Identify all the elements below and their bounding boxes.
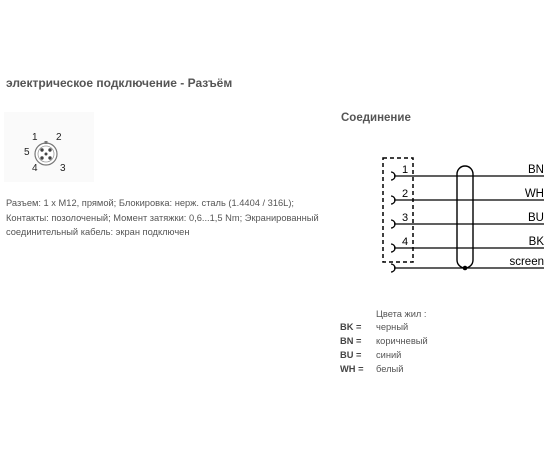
contact-sockets [391, 172, 395, 272]
pin-label-2: 2 [56, 132, 62, 143]
wire-label-wh: WH [524, 188, 544, 200]
connector-pinout-diagram [4, 112, 94, 182]
pin-number-2: 2 [402, 188, 409, 200]
description-line: Разъем: 1 x M12, прямой; Блокировка: нерж. сталь (1.4404 / 316L); [6, 198, 295, 208]
pin-label-5: 5 [24, 147, 30, 158]
pin-label-4: 4 [32, 163, 38, 174]
legend-title: Цвета жил : [376, 309, 427, 319]
legend-value: коричневый [376, 336, 428, 346]
connector-housing-outline [383, 158, 413, 262]
shield-junction-dot [463, 266, 468, 271]
pin-number-3: 3 [402, 212, 409, 224]
pin-label-1: 1 [32, 132, 38, 143]
pin-number-4: 4 [402, 236, 409, 248]
legend-code: BN = [340, 336, 362, 346]
wiring-title: Соединение [341, 112, 411, 124]
legend-value: черный [376, 322, 409, 332]
legend-code: BK = [340, 322, 362, 332]
wire-label-bn: BN [528, 164, 544, 176]
connector-face-icon [4, 112, 94, 182]
legend-code: WH = [340, 364, 364, 374]
section-title: электрическое подключение - Разъём [6, 76, 233, 90]
legend-value: белый [376, 364, 404, 374]
legend-code: BU = [340, 350, 362, 360]
wire-label-bu: BU [528, 212, 544, 224]
wire-label-screen: screen [509, 256, 544, 268]
description-line: соединительный кабель: экран подключен [6, 227, 190, 237]
cable-shield [457, 166, 473, 268]
wiring-diagram [370, 148, 550, 283]
description-line: Контакты: позолоченый; Момент затяжки: 0,6...1,5 Nm; Экранированный [6, 212, 319, 223]
wire-label-bk: BK [528, 236, 544, 248]
connector-description [6, 196, 336, 240]
legend-value: синий [376, 350, 402, 360]
pin-number-1: 1 [402, 164, 409, 176]
pin-label-3: 3 [60, 163, 66, 174]
wire-lines [394, 176, 544, 248]
